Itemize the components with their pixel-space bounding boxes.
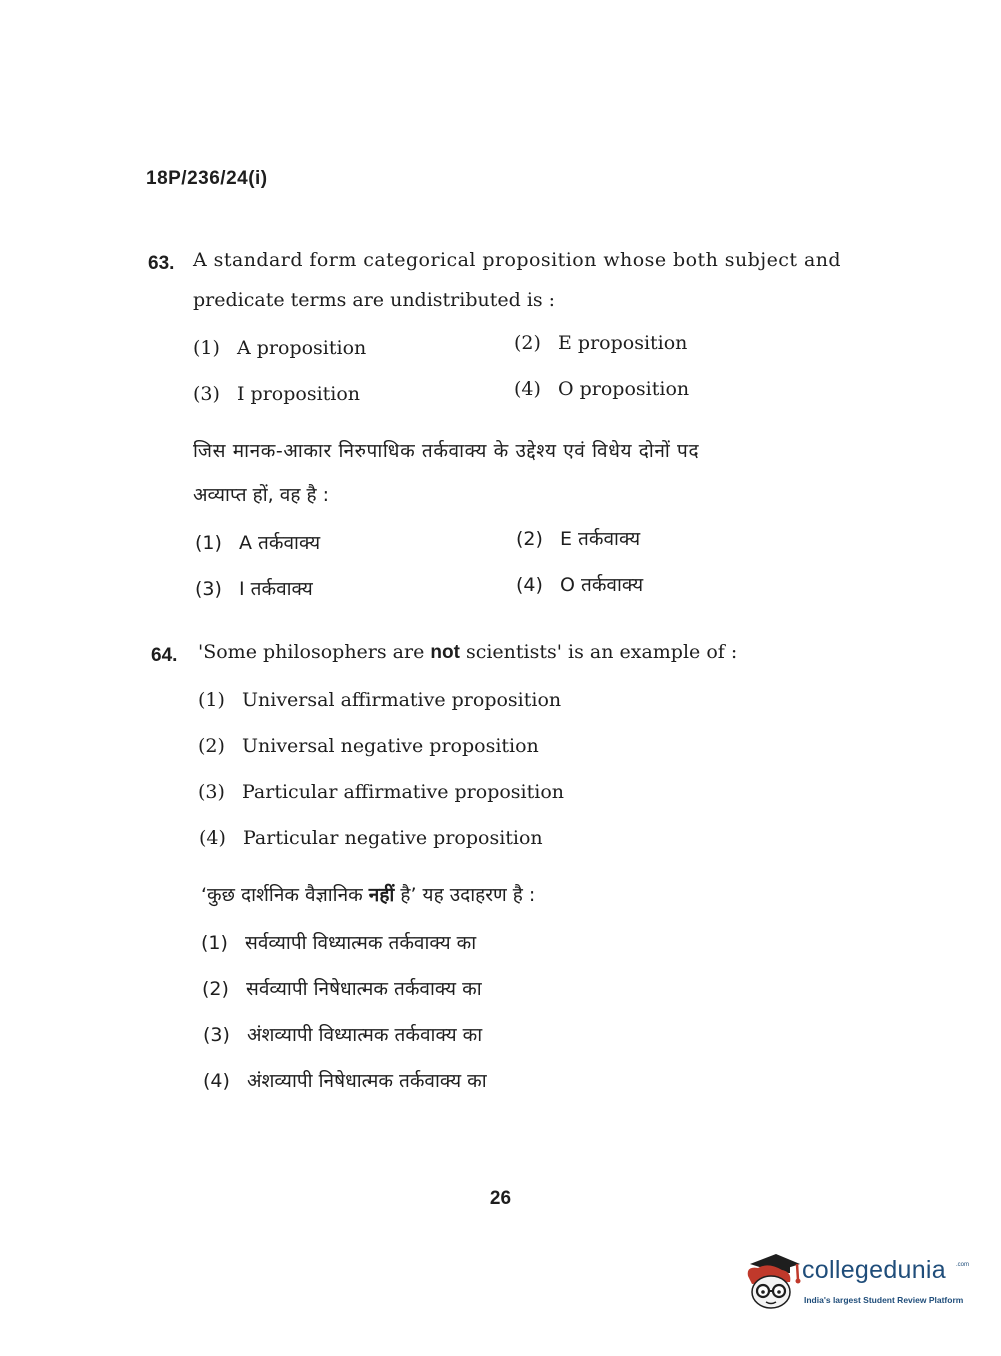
student-mascot-icon (742, 1250, 802, 1312)
option-text: सर्वव्यापी विध्यात्मक तर्कवाक्य का (245, 932, 477, 954)
option-text: I proposition (237, 383, 361, 405)
hindi-question-text-line: अव्याप्त हों, वह है : (193, 484, 329, 506)
option-number: (2) (514, 332, 541, 354)
option-text: सर्वव्यापी निषेधात्मक तर्कवाक्य का (246, 978, 482, 1000)
option-number: (4) (516, 574, 543, 596)
hindi-question-text-line: ‘कुछ दार्शनिक वैज्ञानिक नहीं है’ यह उदाहरण है : (201, 884, 536, 906)
hindi-option-1 (195, 529, 320, 555)
brand-domain-suffix: .com (956, 1262, 970, 1268)
hindi-option-4 (516, 571, 643, 597)
option-number: (3) (195, 578, 222, 600)
option-text: O तर्कवाक्य (560, 574, 644, 596)
option-number: (3) (203, 1024, 230, 1046)
option-4 (199, 827, 543, 849)
option-text: E proposition (558, 332, 688, 354)
brand-name: collegedunia (802, 1256, 946, 1284)
question-number: 64. (151, 645, 178, 666)
page-number: 26 (489, 1188, 512, 1209)
emphasis-not: not (430, 642, 460, 663)
option-text: अंशव्यापी निषेधात्मक तर्कवाक्य का (247, 1070, 487, 1092)
option-number: (1) (193, 337, 220, 359)
option-3 (193, 383, 360, 405)
option-text: E तर्कवाक्य (560, 528, 641, 550)
option-number: (1) (195, 532, 222, 554)
option-number: (4) (514, 378, 541, 400)
option-4 (514, 378, 689, 400)
option-text: O proposition (558, 378, 690, 400)
hindi-option-4 (203, 1067, 487, 1093)
option-3 (198, 781, 564, 803)
option-text: Universal negative proposition (242, 735, 539, 757)
question-number: 63. (148, 253, 175, 274)
option-text: A तर्कवाक्य (239, 532, 321, 554)
option-text: अंशव्यापी विध्यात्मक तर्कवाक्य का (247, 1024, 483, 1046)
question-text-line: A standard form categorical proposition whose both subject and (193, 249, 842, 271)
option-text: A proposition (237, 337, 367, 359)
option-number: (4) (203, 1070, 230, 1092)
option-1 (193, 337, 366, 359)
option-number: (4) (199, 827, 226, 849)
hindi-question-text-line: जिस मानक-आकार निरुपाधिक तर्कवाक्य के उद्देश्य एवं विधेय दोनों पद (193, 440, 700, 462)
option-number: (1) (198, 689, 225, 711)
option-number: (1) (201, 932, 228, 954)
option-text: Particular affirmative proposition (242, 781, 565, 803)
option-1 (198, 689, 561, 711)
question-text-line: 'Some philosophers are not scientists' is an example of : (198, 641, 738, 663)
hindi-option-3 (195, 575, 313, 601)
option-2 (198, 735, 539, 757)
hindi-option-2 (202, 975, 482, 1001)
hindi-option-3 (203, 1021, 482, 1047)
hindi-option-2 (516, 525, 640, 551)
option-number: (3) (193, 383, 220, 405)
option-text: Particular negative proposition (243, 827, 543, 849)
option-number: (2) (516, 528, 543, 550)
option-text: I तर्कवाक्य (239, 578, 313, 600)
option-2 (514, 332, 687, 354)
emphasis-nahin: नहीं (368, 884, 395, 906)
hindi-option-1 (201, 929, 476, 955)
option-number: (2) (202, 978, 229, 1000)
option-number: (2) (198, 735, 225, 757)
option-number: (3) (198, 781, 225, 803)
collegedunia-watermark (742, 1250, 972, 1312)
option-text: Universal affirmative proposition (242, 689, 562, 711)
brand-tagline: India's largest Student Review Platform (804, 1295, 964, 1305)
paper-code: 18P/236/24(i) (146, 168, 268, 189)
question-text-line: predicate terms are undistributed is : (193, 289, 556, 311)
